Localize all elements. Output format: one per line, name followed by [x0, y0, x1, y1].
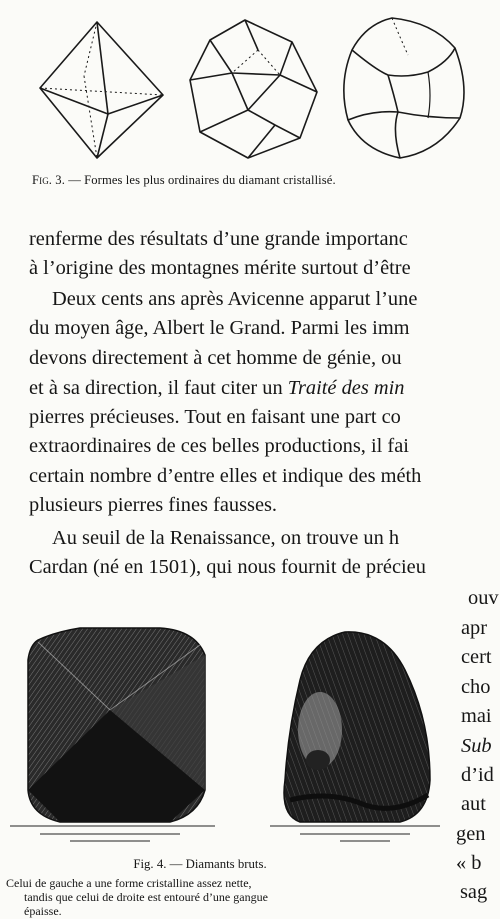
figure-4-rough-diamonds	[0, 600, 500, 860]
figure-3-crystal-forms	[0, 0, 500, 168]
figure-4-title: Fig. 4. — Diamants bruts.	[133, 857, 267, 871]
right-rough-diamond	[284, 632, 430, 822]
text-line: Au seuil de la Renaissance, on trouve un h	[52, 527, 400, 549]
dodecahedron-drawing	[190, 20, 317, 158]
text-line: Deux cents ans après Avicenne apparut l’une	[52, 288, 418, 310]
side-text-line: « b	[456, 852, 482, 874]
side-text-line: cho	[461, 676, 491, 698]
octahedron-drawing	[40, 22, 163, 158]
left-rough-diamond	[28, 628, 205, 822]
figure-3-caption-text: — Formes les plus ordinaires du diamant cristallisé.	[68, 173, 336, 187]
figure-3-caption	[32, 173, 336, 188]
text-line: à l’origine des montagnes mérite surtout d’être	[29, 257, 411, 279]
side-text-line: d’id	[461, 764, 494, 786]
text-line: plusieurs pierres fines fausses.	[29, 494, 278, 516]
text-line: extraordinaires de ces belles productions, il fai	[29, 435, 409, 457]
figure-4-caption-line: épaisse.	[24, 904, 62, 918]
text-line: devons directement à cet homme de génie, ou	[29, 347, 402, 369]
book-title: Traité des min	[287, 377, 405, 399]
text-line: certain nombre d’entre elles et indique des méth	[29, 465, 422, 487]
side-text-line: sag	[460, 881, 488, 903]
rounded-diamond-drawing	[344, 18, 464, 158]
side-text-line: cert	[461, 646, 492, 668]
text-line: Cardan (né en 1501), qui nous fournit de précieu	[29, 556, 426, 578]
side-text-line: apr	[461, 617, 488, 639]
figure-3-label: Fig. 3.	[32, 173, 65, 187]
side-text-line: aut	[461, 793, 486, 815]
side-text-line: ouv	[468, 587, 499, 609]
text-line: pierres précieuses. Tout en faisant une part co	[29, 406, 401, 428]
side-text-line: mai	[461, 705, 492, 727]
text-line: et à sa direction, il faut citer un Traité des min	[29, 377, 405, 399]
figure-4-caption-line: Celui de gauche a une forme cristalline assez nette,	[6, 876, 252, 890]
text-line: du moyen âge, Albert le Grand. Parmi les imm	[29, 317, 410, 339]
figure-4-caption-line: tandis que celui de droite est entouré d’une gangue	[24, 890, 268, 904]
side-text-line: Sub	[461, 735, 492, 757]
text-line: renferme des résultats d’une grande importanc	[29, 228, 408, 250]
side-text-line: gen	[456, 823, 486, 845]
